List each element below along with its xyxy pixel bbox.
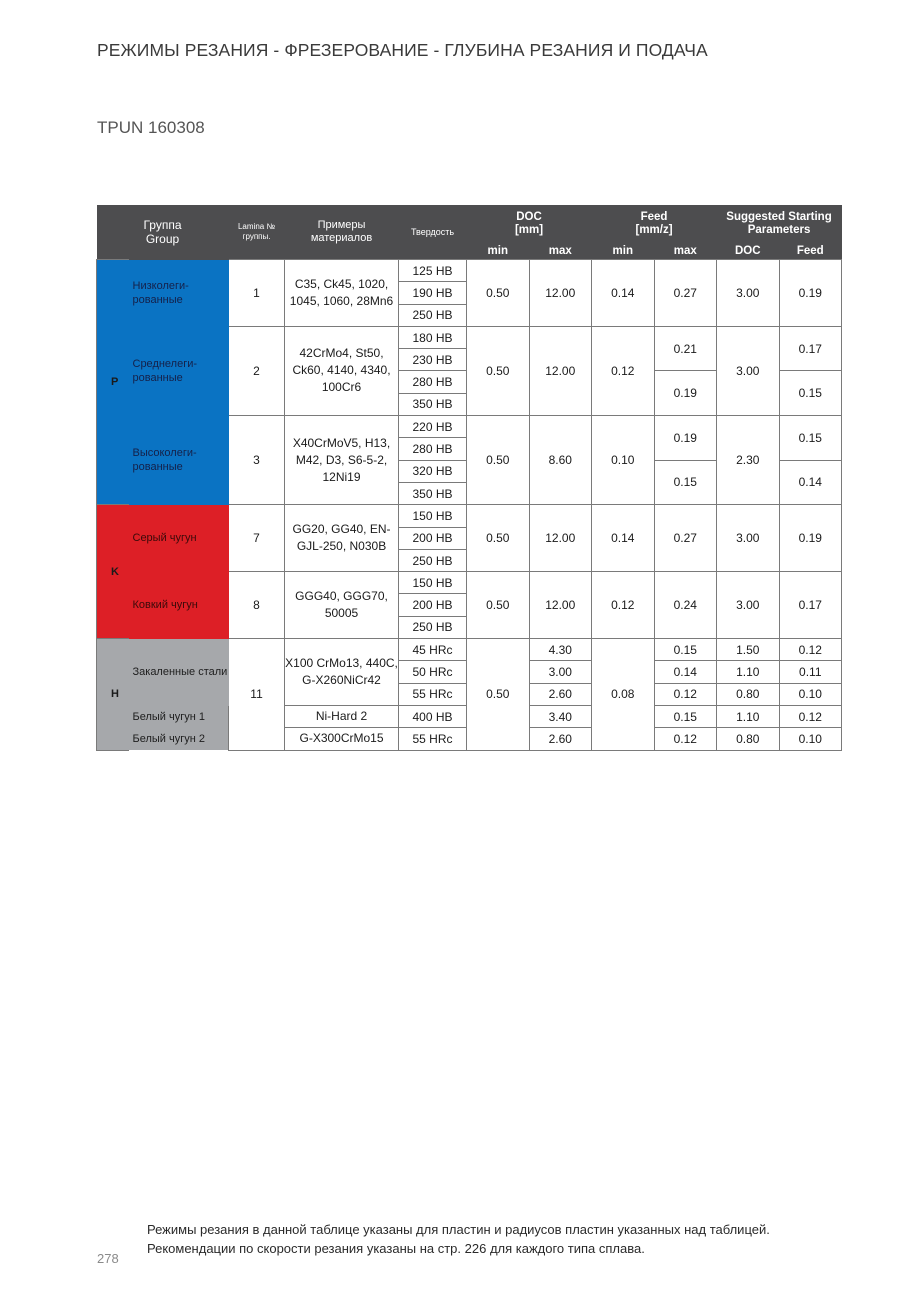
group-name: Ковкий чугун xyxy=(129,572,229,639)
doc-max: 2.60 xyxy=(529,728,592,750)
page-number: 278 xyxy=(97,1251,119,1266)
lamina-number: 2 xyxy=(229,326,285,415)
doc-max: 2.60 xyxy=(529,683,592,705)
header-hardness: Твердость xyxy=(399,205,467,260)
material-examples: C35, Ck45, 1020, 1045, 1060, 28Mn6 xyxy=(285,260,399,327)
suggested-feed: 0.11 xyxy=(779,661,842,683)
hardness-value: 250 HB xyxy=(399,304,467,326)
suggested-feed: 0.17 xyxy=(779,326,842,371)
group-letter-h: H xyxy=(97,639,129,750)
material-examples: 42CrMo4, St50, Ck60, 4140, 4340, 100Cr6 xyxy=(285,326,399,415)
hardness-value: 125 HB xyxy=(399,260,467,282)
doc-max: 3.00 xyxy=(529,661,592,683)
table-row xyxy=(97,639,842,661)
lamina-number: 3 xyxy=(229,416,285,505)
feed-min: 0.10 xyxy=(592,416,655,505)
doc-max: 12.00 xyxy=(529,572,592,639)
doc-max: 12.00 xyxy=(529,505,592,572)
feed-max: 0.19 xyxy=(654,371,717,416)
feed-max: 0.19 xyxy=(654,416,717,461)
lamina-number: 11 xyxy=(229,639,285,750)
feed-min: 0.14 xyxy=(592,505,655,572)
feed-max: 0.15 xyxy=(654,639,717,661)
feed-min: 0.12 xyxy=(592,326,655,415)
group-name: Белый чугун 2 xyxy=(129,728,229,750)
hardness-value: 400 HB xyxy=(399,705,467,727)
suggested-feed: 0.14 xyxy=(779,460,842,505)
lamina-number: 8 xyxy=(229,572,285,639)
lamina-number: 7 xyxy=(229,505,285,572)
hardness-value: 180 HB xyxy=(399,326,467,348)
header-lamina: Lamina № группы. xyxy=(229,205,285,260)
suggested-doc: 0.80 xyxy=(717,728,780,750)
suggested-doc: 3.00 xyxy=(717,260,780,327)
header-feed: Feed [mm/z] xyxy=(592,205,717,242)
feed-max: 0.14 xyxy=(654,661,717,683)
doc-min: 0.50 xyxy=(467,260,530,327)
doc-min: 0.50 xyxy=(467,572,530,639)
suggested-feed: 0.15 xyxy=(779,371,842,416)
group-name: Низколеги-рованные xyxy=(129,260,229,327)
hardness-value: 220 HB xyxy=(399,416,467,438)
header-doc-max: max xyxy=(529,242,592,260)
header-group: Группа Group xyxy=(97,205,229,260)
footnote xyxy=(147,1220,770,1258)
doc-max: 3.40 xyxy=(529,705,592,727)
footnote-line: Режимы резания в данной таблице указаны для пластин и радиусов пластин указанных над таблицей. xyxy=(147,1222,770,1237)
suggested-feed: 0.15 xyxy=(779,416,842,461)
header-feed-min: min xyxy=(592,242,655,260)
doc-max: 4.30 xyxy=(529,639,592,661)
doc-min: 0.50 xyxy=(467,416,530,505)
suggested-doc: 2.30 xyxy=(717,416,780,505)
table-row xyxy=(97,505,842,527)
feed-min: 0.08 xyxy=(592,639,655,750)
suggested-doc: 1.10 xyxy=(717,661,780,683)
group-name: Белый чугун 1 xyxy=(129,705,229,727)
header-sp-doc: DOC xyxy=(717,242,780,260)
suggested-doc: 3.00 xyxy=(717,572,780,639)
table-row xyxy=(97,326,842,348)
suggested-feed: 0.19 xyxy=(779,260,842,327)
material-examples: GGG40, GGG70, 50005 xyxy=(285,572,399,639)
page-title: РЕЖИМЫ РЕЗАНИЯ - ФРЕЗЕРОВАНИЕ - ГЛУБИНА РЕЗАНИЯ И ПОДАЧА xyxy=(97,40,708,60)
footnote-line: Рекомендации по скорости резания указаны на стр. 226 для каждого типа сплава. xyxy=(147,1241,645,1256)
header-doc-min: min xyxy=(467,242,530,260)
hardness-value: 250 HB xyxy=(399,549,467,571)
insert-code: TPUN 160308 xyxy=(97,118,205,137)
table-row xyxy=(97,572,842,594)
cutting-data-table xyxy=(96,205,842,751)
hardness-value: 45 HRc xyxy=(399,639,467,661)
hardness-value: 150 HB xyxy=(399,572,467,594)
group-name: Закаленные стали xyxy=(129,639,229,706)
header-suggested: Suggested Starting Parameters xyxy=(717,205,842,242)
suggested-feed: 0.10 xyxy=(779,683,842,705)
suggested-feed: 0.12 xyxy=(779,705,842,727)
feed-max: 0.27 xyxy=(654,260,717,327)
suggested-feed: 0.19 xyxy=(779,505,842,572)
hardness-value: 350 HB xyxy=(399,393,467,415)
suggested-feed: 0.10 xyxy=(779,728,842,750)
hardness-value: 230 HB xyxy=(399,349,467,371)
feed-max: 0.12 xyxy=(654,728,717,750)
group-letter-k: K xyxy=(97,505,129,639)
hardness-value: 200 HB xyxy=(399,527,467,549)
feed-max: 0.15 xyxy=(654,705,717,727)
hardness-value: 200 HB xyxy=(399,594,467,616)
header-feed-max: max xyxy=(654,242,717,260)
material-examples: Ni-Hard 2 xyxy=(285,705,399,727)
group-name: Высоколеги-рованные xyxy=(129,416,229,505)
header-materials: Примеры материалов xyxy=(285,205,399,260)
hardness-value: 350 HB xyxy=(399,482,467,504)
feed-max: 0.27 xyxy=(654,505,717,572)
hardness-value: 50 HRc xyxy=(399,661,467,683)
hardness-value: 55 HRc xyxy=(399,683,467,705)
material-examples: X40CrMoV5, H13, M42, D3, S6-5-2, 12Ni19 xyxy=(285,416,399,505)
suggested-doc: 0.80 xyxy=(717,683,780,705)
hardness-value: 280 HB xyxy=(399,438,467,460)
feed-max: 0.15 xyxy=(654,460,717,505)
header-sp-feed: Feed xyxy=(779,242,842,260)
hardness-value: 55 HRc xyxy=(399,728,467,750)
table-row xyxy=(97,260,842,282)
lamina-number: 1 xyxy=(229,260,285,327)
suggested-feed: 0.17 xyxy=(779,572,842,639)
hardness-value: 190 HB xyxy=(399,282,467,304)
hardness-value: 280 HB xyxy=(399,371,467,393)
group-name: Серый чугун xyxy=(129,505,229,572)
table-row xyxy=(97,416,842,438)
doc-max: 12.00 xyxy=(529,260,592,327)
material-examples: X100 CrMo13, 440C, G-X260NiCr42 xyxy=(285,639,399,706)
group-letter-p: P xyxy=(97,260,129,505)
feed-max: 0.12 xyxy=(654,683,717,705)
doc-min: 0.50 xyxy=(467,326,530,415)
feed-min: 0.14 xyxy=(592,260,655,327)
hardness-value: 320 HB xyxy=(399,460,467,482)
doc-max: 12.00 xyxy=(529,326,592,415)
suggested-feed: 0.12 xyxy=(779,639,842,661)
suggested-doc: 3.00 xyxy=(717,505,780,572)
feed-max: 0.24 xyxy=(654,572,717,639)
feed-min: 0.12 xyxy=(592,572,655,639)
suggested-doc: 3.00 xyxy=(717,326,780,415)
header-doc: DOC [mm] xyxy=(467,205,592,242)
hardness-value: 250 HB xyxy=(399,616,467,638)
doc-min: 0.50 xyxy=(467,505,530,572)
doc-min: 0.50 xyxy=(467,639,530,750)
material-examples: GG20, GG40, EN-GJL-250, N030B xyxy=(285,505,399,572)
doc-max: 8.60 xyxy=(529,416,592,505)
group-name: Среднелеги-рованные xyxy=(129,326,229,415)
hardness-value: 150 HB xyxy=(399,505,467,527)
suggested-doc: 1.50 xyxy=(717,639,780,661)
material-examples: G-X300CrMo15 xyxy=(285,728,399,750)
suggested-doc: 1.10 xyxy=(717,705,780,727)
feed-max: 0.21 xyxy=(654,326,717,371)
